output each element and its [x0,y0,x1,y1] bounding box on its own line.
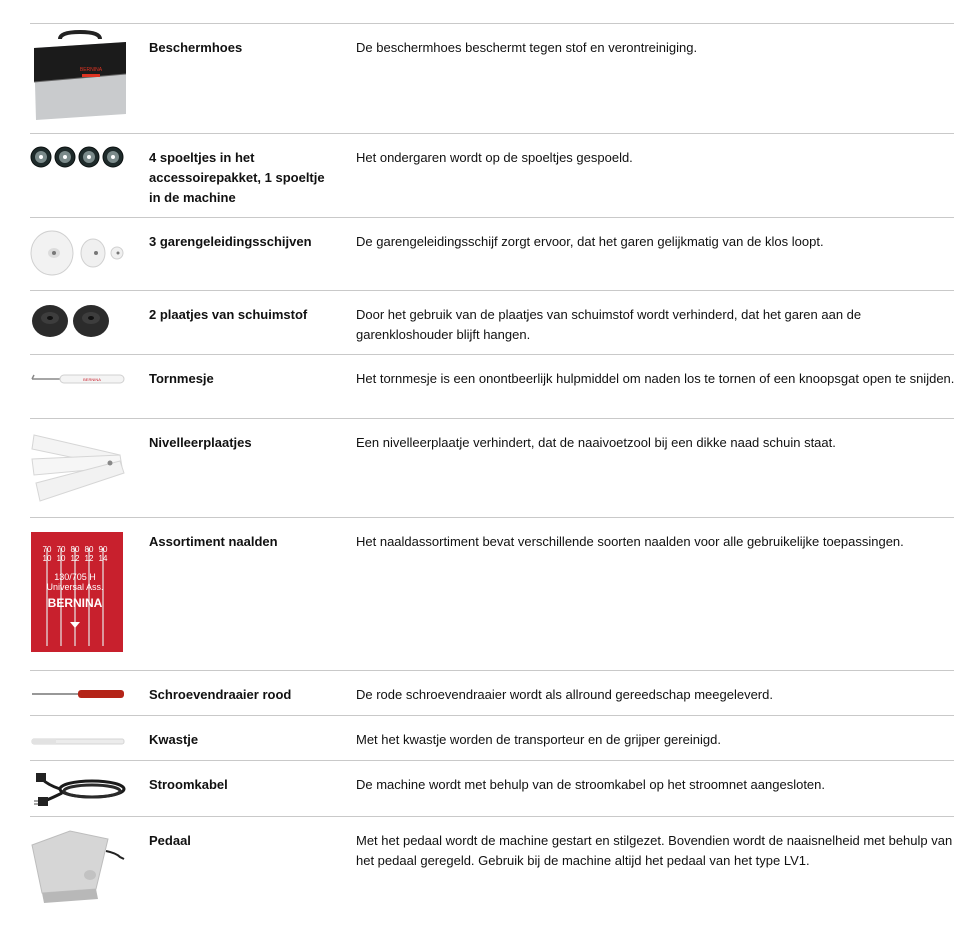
table-row [30,517,954,670]
power-cable-icon [30,761,130,816]
seam-ripper-icon [30,355,130,418]
svg-text:14: 14 [98,554,108,563]
item-name: Beschermhoes [149,40,243,55]
svg-text:Universal Ass.: Universal Ass. [46,582,104,592]
foot-pedal-icon [30,817,130,906]
table-row [30,354,954,418]
svg-text:80: 80 [70,545,80,554]
red-screwdriver-icon [30,671,130,715]
svg-text:10: 10 [42,554,52,563]
table-row [30,23,954,133]
bobbins-icon [30,134,130,217]
svg-text:12: 12 [70,554,80,563]
item-description: De rode schroevendraaier wordt als allround gereedschap meegeleverd. [356,687,773,702]
table-row [30,670,954,715]
item-description: Een nivelleerplaatje verhindert, dat de naaivoetzool bij een dikke naad schuin staat. [356,435,836,450]
svg-text:80: 80 [84,545,94,554]
needle-pack-icon [30,518,130,670]
svg-text:BERNINA: BERNINA [79,67,103,73]
item-description: Het tornmesje is een onontbeerlijk hulpmiddel om naden los te tornen of een knoopsgat open te snijden. [356,371,955,386]
item-description: De beschermhoes beschermt tegen stof en verontreiniging. [356,40,698,55]
item-description: Met het pedaal wordt de machine gestart en stilgezet. Bovendien wordt de naaisnelheid met behulp van het pedaal geregeld. Gebruik bij de machine altijd het pedaal van het type LV1. [356,833,953,868]
table-row [30,290,954,354]
item-name: Pedaal [149,833,191,848]
height-compensation-plates-icon [30,419,130,517]
item-description: De machine wordt met behulp van de stroomkabel op het stroomnet aangesloten. [356,777,825,792]
item-description: Door het gebruik van de plaatjes van schuimstof wordt verhinderd, dat het garen aan de garenkloshouder blijft hangen. [356,307,862,342]
spool-discs-icon [30,218,130,290]
item-name: Kwastje [149,732,199,747]
item-name: Stroomkabel [149,777,228,792]
svg-text:BERNINA: BERNINA [83,377,101,382]
item-name: Nivelleerplaatjes [149,435,252,450]
svg-text:10: 10 [56,554,66,563]
svg-text:BERNINA: BERNINA [47,596,103,610]
item-name: 3 garengeleidingsschijven [149,234,312,249]
item-description: De garengeleidingsschijf zorgt ervoor, dat het garen gelijkmatig van de klos loopt. [356,234,824,249]
table-row [30,816,954,906]
item-name: Assortiment naalden [149,534,278,549]
svg-text:90: 90 [98,545,108,554]
accessories-table [30,23,954,906]
item-description: Het naaldassortiment bevat verschillende soorten naalden voor alle gebruikelijke toepassingen. [356,534,904,549]
foam-pads-icon [30,291,130,354]
svg-text:12: 12 [84,554,94,563]
item-name: Tornmesje [149,371,214,386]
table-row [30,133,954,217]
item-description: Het ondergaren wordt op de spoeltjes gespoeld. [356,150,633,165]
table-row [30,418,954,517]
table-row [30,217,954,290]
item-name: Schroevendraaier rood [149,687,292,702]
table-row [30,760,954,816]
sewing-bag-icon [30,24,130,133]
item-name: 2 plaatjes van schuimstof [149,307,308,322]
svg-text:70: 70 [42,545,52,554]
item-description: Met het kwastje worden de transporteur en de grijper gereinigd. [356,732,721,747]
brush-icon [30,716,130,760]
item-name: 4 spoeltjes in het accessoirepakket, 1 spoeltje in de machine [149,150,325,205]
svg-text:70: 70 [56,545,66,554]
table-row [30,715,954,760]
svg-text:130/705 H: 130/705 H [54,572,96,582]
